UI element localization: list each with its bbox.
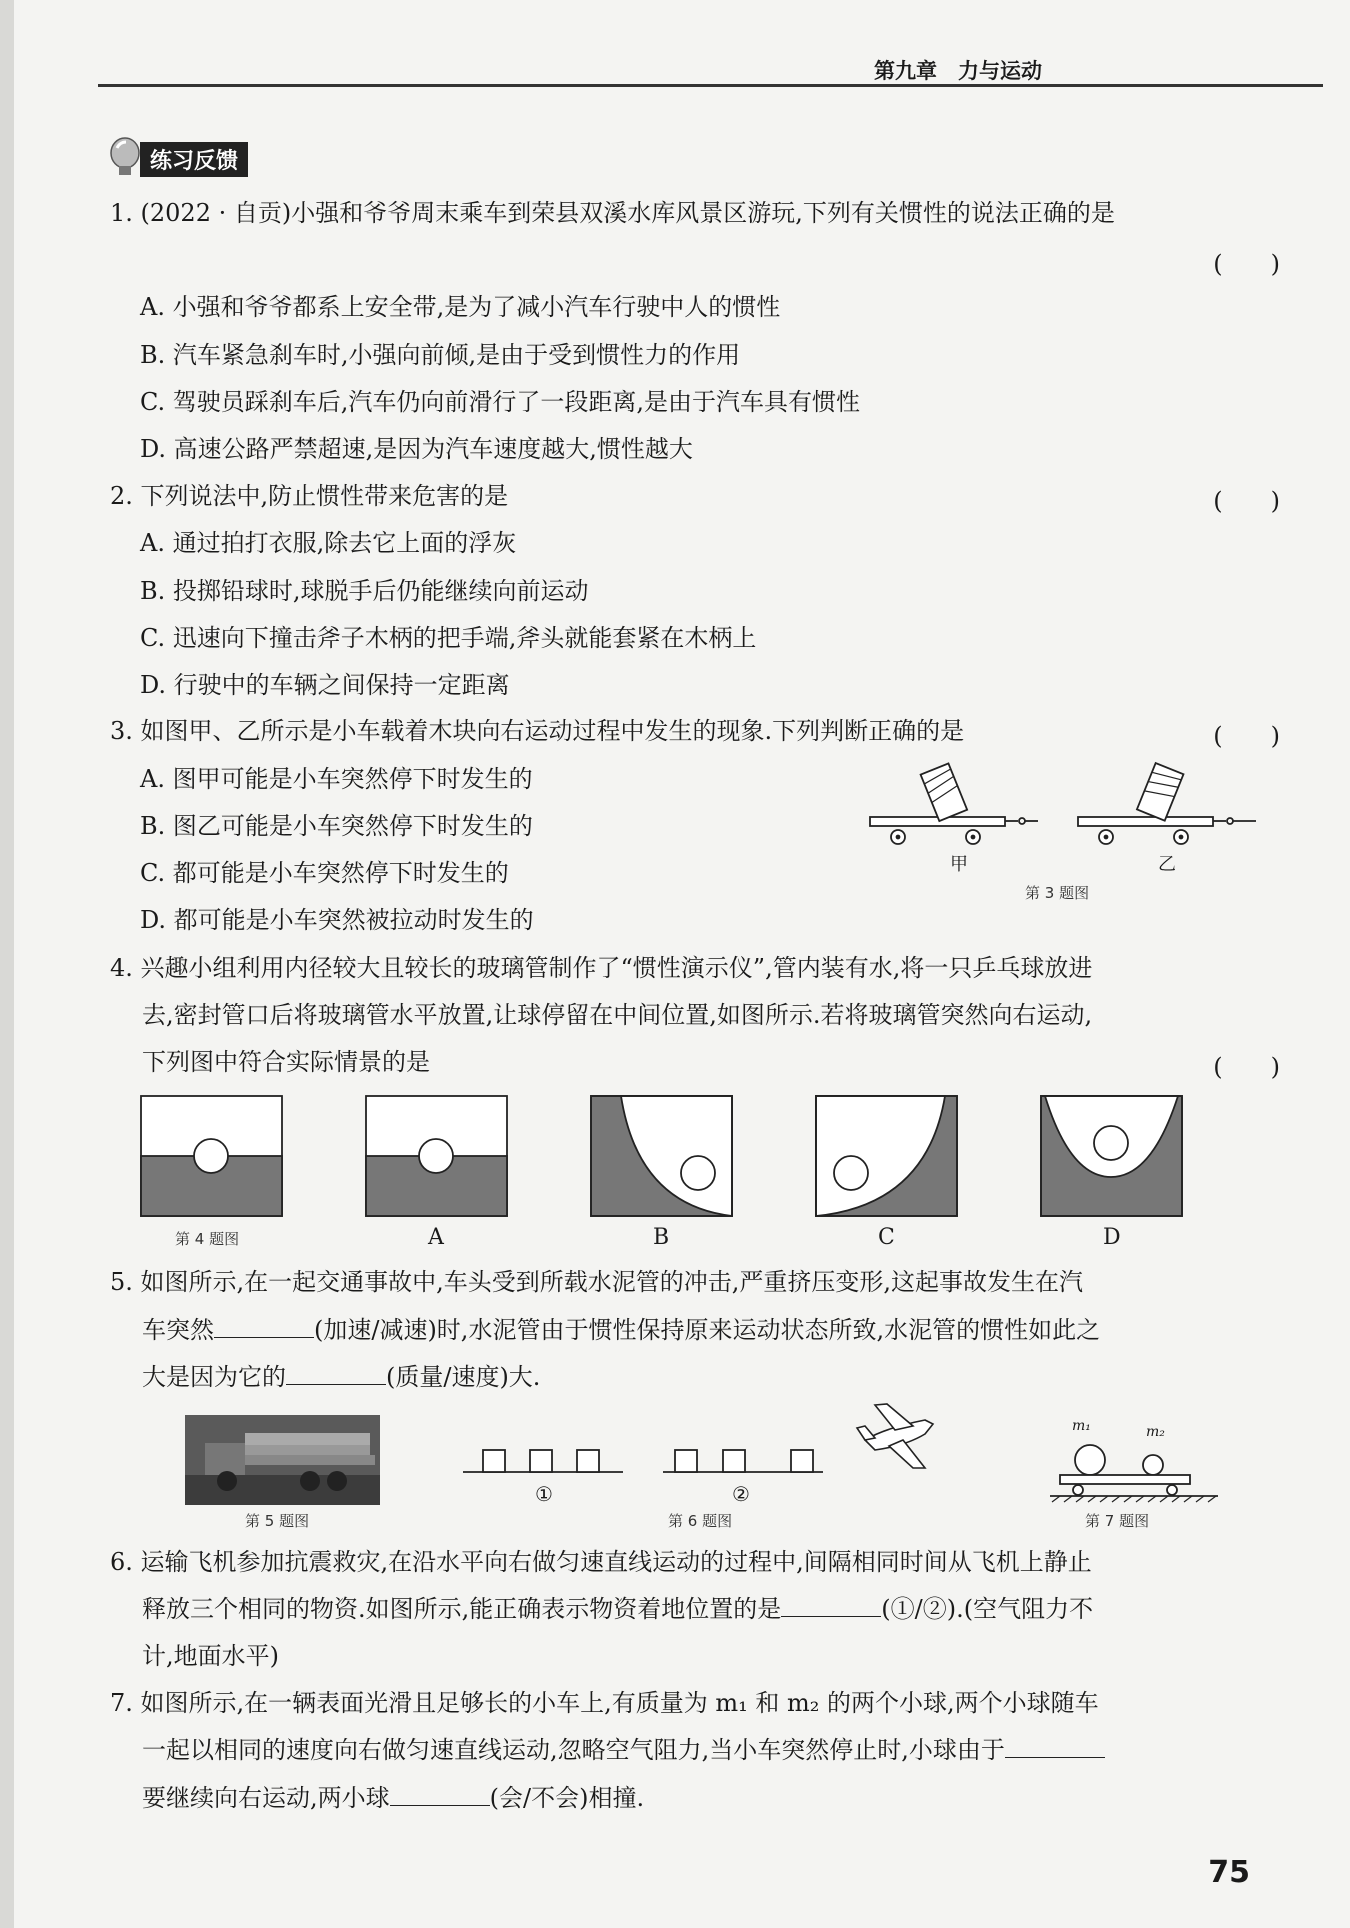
q6-caption: 第 6 题图: [668, 1512, 733, 1530]
page-number: 75: [1208, 1855, 1250, 1890]
q5-line-3-start: 大是因为它的: [142, 1363, 286, 1391]
header-rule: [98, 84, 1323, 87]
q4-line-1: 4. 兴趣小组利用内径较大且较长的玻璃管制作了“惯性演示仪”,管内装有水,将一只乒乓球放进: [110, 954, 1093, 982]
q4-label-a: A: [428, 1225, 444, 1250]
q2-option-c: C. 迅速向下撞击斧子木柄的把手端,斧头就能套紧在木柄上: [140, 624, 757, 652]
q3-answer-paren: ( ): [1213, 722, 1280, 750]
q7-label-m1: m₁: [1072, 1418, 1091, 1434]
q2-option-b: B. 投掷铅球时,球脱手后仍能继续向前运动: [140, 577, 589, 605]
tube-option-c: [816, 1096, 957, 1216]
cart-jia: [870, 763, 1038, 844]
q7-blank-1[interactable]: [1005, 1735, 1105, 1758]
section-title: 练习反馈: [140, 142, 248, 177]
q3-option-c: C. 都可能是小车突然停下时发生的: [140, 859, 509, 887]
q6-line-3: 计,地面水平): [142, 1642, 279, 1670]
tube-option-d: [1041, 1096, 1182, 1216]
q6-blank[interactable]: [781, 1594, 881, 1617]
q5-truck-photo: [185, 1415, 380, 1505]
q6-line-2-start: 释放三个相同的物资.如图所示,能正确表示物资着地位置的是: [142, 1595, 782, 1623]
ball-m1: [1075, 1445, 1105, 1475]
q5-line-2-end: (加速/减速)时,水泥管由于惯性保持原来运动状态所致,水泥管的惯性如此之: [314, 1316, 1101, 1344]
q5-line-3-end: (质量/速度)大.: [386, 1363, 541, 1391]
q6-figure: [455, 1390, 965, 1500]
q2-option-a: A. 通过拍打衣服,除去它上面的浮灰: [140, 529, 517, 557]
q5-blank-2[interactable]: [286, 1362, 386, 1385]
drop-pattern-2: [663, 1450, 823, 1472]
q6-label-1: ①: [535, 1482, 553, 1506]
q4-label-b: B: [653, 1225, 670, 1250]
q5-line-3: [142, 1362, 540, 1392]
q7-line-2: [142, 1735, 1105, 1765]
q4-line-2: 去,密封管口后将玻璃管水平放置,让球停留在中间位置,如图所示.若将玻璃管突然向右运动,: [142, 1001, 1093, 1029]
q1-option-c: C. 驾驶员踩刹车后,汽车仍向前滑行了一段距离,是由于汽车具有惯性: [140, 388, 861, 416]
q2-answer-paren: ( ): [1213, 487, 1280, 515]
q3-option-a: A. 图甲可能是小车突然停下时发生的: [140, 765, 533, 793]
q1-answer-paren: ( ): [1213, 250, 1280, 278]
q4-answer-paren: ( ): [1213, 1053, 1280, 1081]
q3-option-b: B. 图乙可能是小车突然停下时发生的: [140, 812, 533, 840]
q1-option-b: B. 汽车紧急刹车时,小强向前倾,是由于受到惯性力的作用: [140, 341, 741, 369]
q1-option-a: A. 小强和爷爷都系上安全带,是为了减小汽车行驶中人的惯性: [140, 293, 781, 321]
q7-line-3: [142, 1783, 644, 1813]
tube-option-b: [591, 1096, 732, 1216]
q2-option-d: D. 行驶中的车辆之间保持一定距离: [140, 671, 510, 699]
q2-stem: 2. 下列说法中,防止惯性带来危害的是: [110, 482, 509, 510]
q7-blank-2[interactable]: [390, 1783, 490, 1806]
chapter-header: 第九章 力与运动: [874, 59, 1042, 83]
q7-figure: [1050, 1440, 1220, 1510]
ball-m2: [1143, 1455, 1163, 1475]
q4-line-3: 下列图中符合实际情景的是: [142, 1048, 430, 1076]
q7-line-2-text: 一起以相同的速度向右做匀速直线运动,忽略空气阻力,当小车突然停止时,小球由于: [142, 1736, 1005, 1764]
q4-label-d: D: [1103, 1225, 1121, 1250]
q4-label-c: C: [878, 1225, 895, 1250]
q5-line-2-start: 车突然: [142, 1316, 214, 1344]
q3-option-d: D. 都可能是小车突然被拉动时发生的: [140, 906, 534, 934]
q7-line-3-end: (会/不会)相撞.: [489, 1784, 645, 1812]
q6-line-1: 6. 运输飞机参加抗震救灾,在沿水平向右做匀速直线运动的过程中,间隔相同时间从飞机上静止: [110, 1548, 1092, 1576]
q7-line-1: 7. 如图所示,在一辆表面光滑且足够长的小车上,有质量为 m₁ 和 m₂ 的两个小球,两个小球随车: [110, 1689, 1099, 1717]
q1-option-d: D. 高速公路严禁超速,是因为汽车速度越大,惯性越大: [140, 435, 693, 463]
q6-label-2: ②: [732, 1482, 750, 1506]
tube-original: [141, 1096, 282, 1216]
q7-label-m2: m₂: [1146, 1424, 1165, 1440]
q5-blank-1[interactable]: [214, 1315, 314, 1338]
q7-caption: 第 7 题图: [1085, 1512, 1150, 1530]
cart-yi: [1078, 763, 1256, 844]
q7-line-3-start: 要继续向右运动,两小球: [142, 1784, 390, 1812]
q3-label-jia: 甲: [950, 854, 968, 875]
q6-line-2: [142, 1594, 1093, 1624]
lightbulb-icon: [108, 136, 142, 180]
tube-option-a: [366, 1096, 507, 1216]
drop-pattern-1: [463, 1450, 623, 1472]
q3-caption: 第 3 题图: [1025, 884, 1090, 902]
q4-caption: 第 4 题图: [175, 1230, 240, 1248]
page-edge-shadow: [0, 0, 14, 1928]
q3-stem: 3. 如图甲、乙所示是小车载着木块向右运动过程中发生的现象.下列判断正确的是: [110, 717, 965, 745]
q6-line-2-end: (①/②).(空气阻力不: [881, 1595, 1094, 1623]
q3-label-yi: 乙: [1158, 854, 1176, 875]
q5-line-2: [142, 1315, 1100, 1345]
q4-figure: [140, 1095, 1200, 1225]
airplane-icon: [857, 1404, 933, 1468]
q1-stem: 1. (2022 · 自贡)小强和爷爷周末乘车到荣县双溪水库风景区游玩,下列有关惯性的说法正确的是: [110, 199, 1115, 227]
q5-caption: 第 5 题图: [245, 1512, 310, 1530]
q5-line-1: 5. 如图所示,在一起交通事故中,车头受到所载水泥管的冲击,严重挤压变形,这起事故发生在汽: [110, 1268, 1084, 1296]
q3-figure: [860, 755, 1270, 875]
